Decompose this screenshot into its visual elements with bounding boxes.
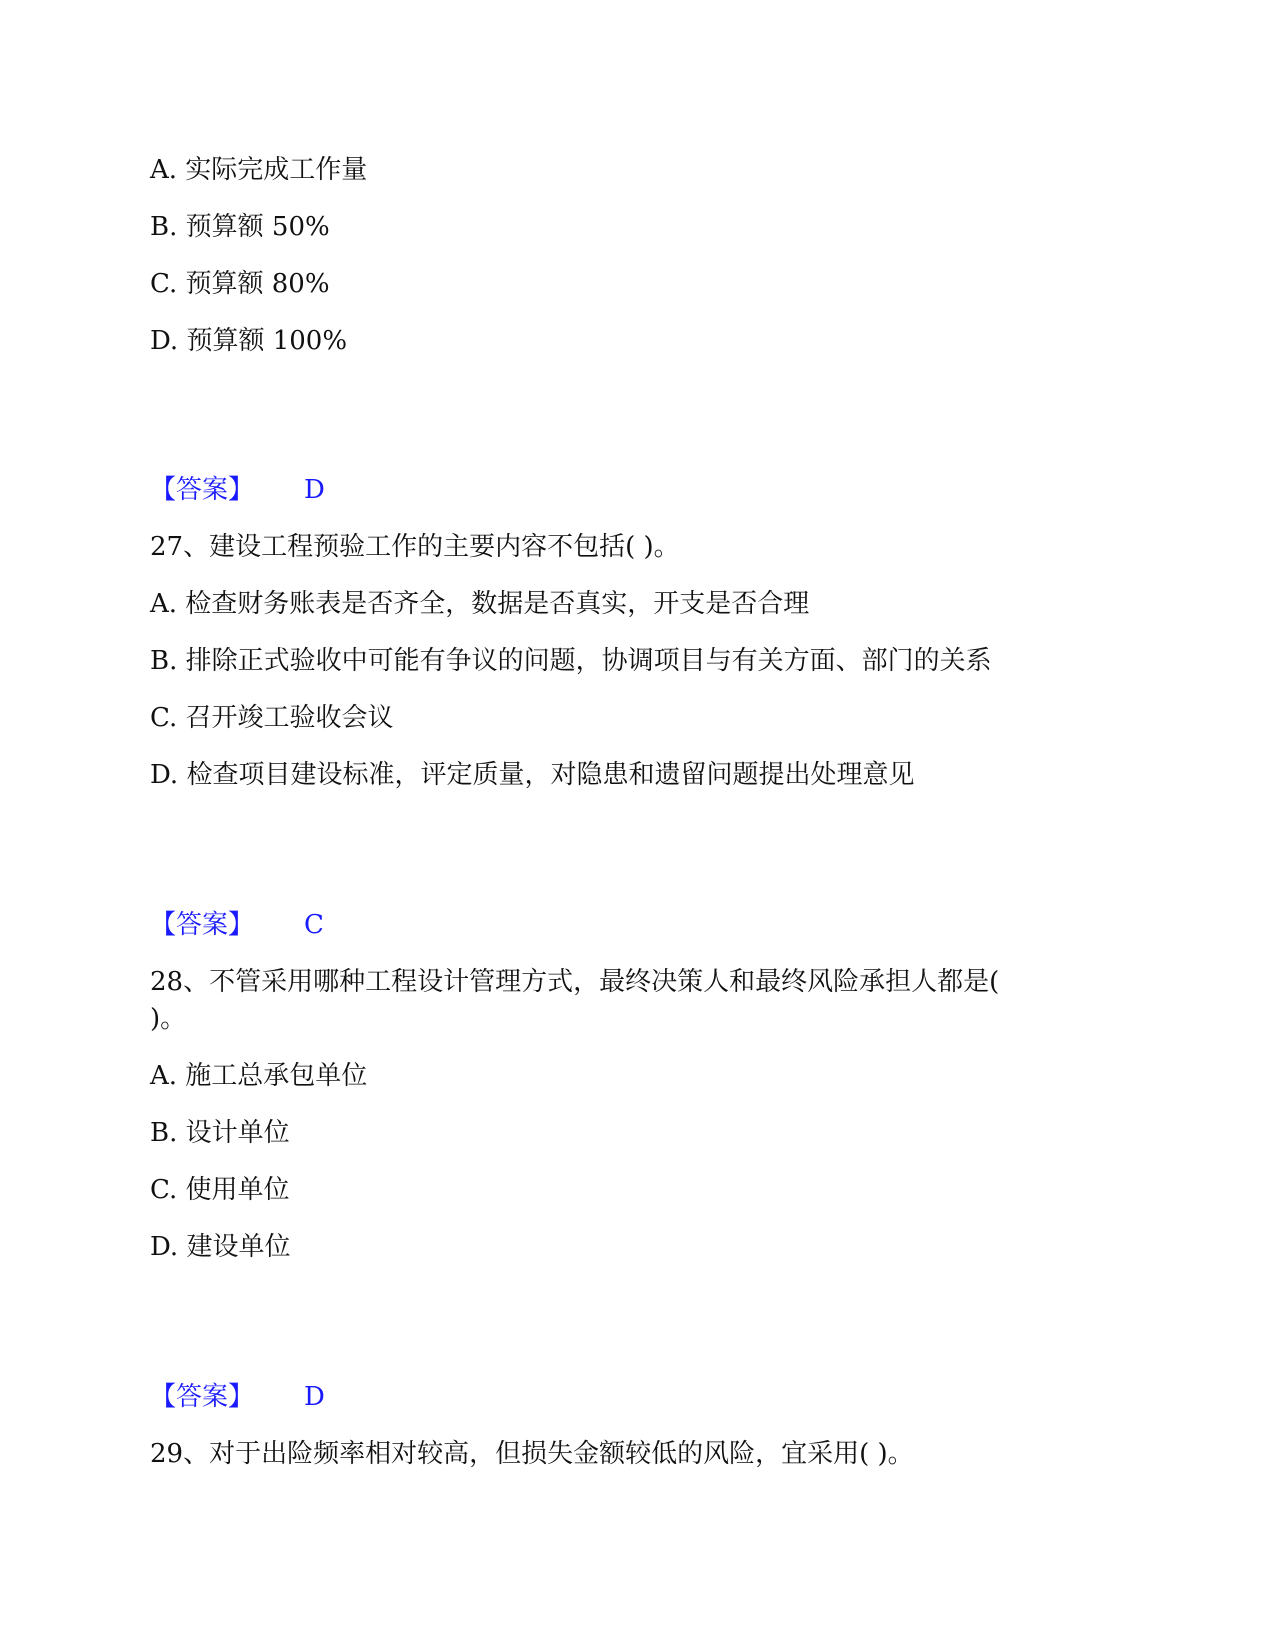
- q26-option-b: B. 预算额 50%: [150, 212, 330, 242]
- answer-value: D: [304, 475, 325, 505]
- answer-label: 【答案】: [150, 910, 255, 940]
- q27-option-a: A. 检查财务账表是否齐全，数据是否真实，开支是否合理: [150, 589, 810, 619]
- q27-option-c: C. 召开竣工验收会议: [150, 703, 394, 733]
- answer-value: C: [304, 910, 324, 940]
- answer-value: D: [304, 1382, 325, 1412]
- answer-label: 【答案】: [150, 475, 255, 505]
- q26-option-d: D. 预算额 100%: [150, 326, 348, 356]
- q29-question: 29、对于出险频率相对较高，但损失金额较低的风险，宜采用( )。: [150, 1439, 914, 1469]
- q28-option-a: A. 施工总承包单位: [150, 1061, 368, 1091]
- q27-answer: [150, 907, 324, 943]
- q28-question: 28、不管采用哪种工程设计管理方式，最终决策人和最终风险承担人都是(: [150, 967, 1000, 997]
- q27-question: 27、建设工程预验工作的主要内容不包括( )。: [150, 532, 680, 562]
- q28-question-continued: )。: [150, 1004, 187, 1034]
- answer-label: 【答案】: [150, 1382, 255, 1412]
- q26-option-c: C. 预算额 80%: [150, 269, 330, 299]
- q26-answer: [150, 472, 325, 508]
- q27-option-b: B. 排除正式验收中可能有争议的问题，协调项目与有关方面、部门的关系: [150, 646, 992, 676]
- q28-option-d: D. 建设单位: [150, 1232, 291, 1262]
- q28-option-c: C. 使用单位: [150, 1175, 290, 1205]
- q28-answer: [150, 1379, 325, 1415]
- q27-option-d: D. 检查项目建设标准，评定质量，对隐患和遗留问题提出处理意见: [150, 760, 915, 790]
- q26-option-a: A. 实际完成工作量: [150, 155, 368, 185]
- q28-option-b: B. 设计单位: [150, 1118, 290, 1148]
